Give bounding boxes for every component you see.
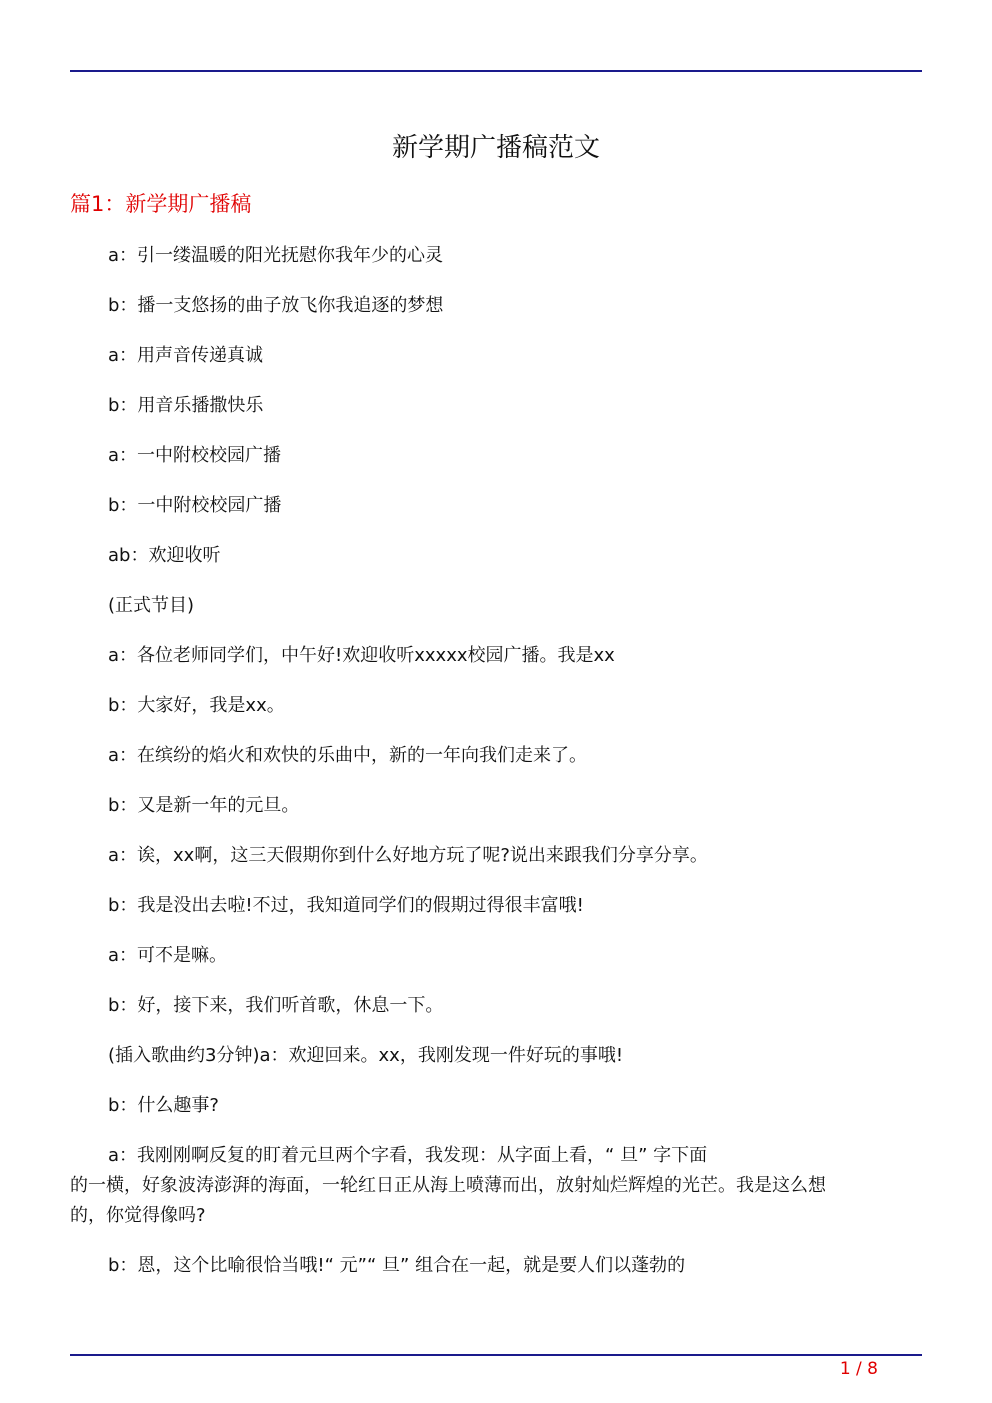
paragraph-line: a：我刚刚啊反复的盯着元旦两个字看，我发现：从字面上看，“ 旦” 字下面 [108,1145,708,1166]
script-line: b：大家好，我是xx。 [108,695,285,716]
script-line: a：诶，xx啊，这三天假期你到什么好地方玩了呢?说出来跟我们分享分享。 [108,845,708,866]
script-line: a：引一缕温暖的阳光抚慰你我年少的心灵 [108,245,444,266]
script-line: b：什么趣事? [108,1095,219,1116]
script-line: a：各位老师同学们，中午好!欢迎收听xxxxx校园广播。我是xx [108,645,615,666]
script-line: b：恩，这个比喻很恰当哦!“ 元”“ 旦” 组合在一起，就是要人们以蓬勃的 [108,1255,686,1276]
script-line: (正式节目) [108,595,195,616]
paragraph-line: 的，你觉得像吗? [70,1205,206,1226]
script-line: b：一中附校校园广播 [108,495,282,516]
script-line: a：一中附校校园广播 [108,445,282,466]
page-number: 1 / 8 [839,1359,878,1379]
script-line: b：又是新一年的元旦。 [108,795,300,816]
script-line: a：用声音传递真诚 [108,345,264,366]
script-line: b：好，接下来，我们听首歌，休息一下。 [108,995,444,1016]
script-line: ab：欢迎收听 [108,545,221,566]
long-paragraph [70,1141,922,1231]
script-line: b：播一支悠扬的曲子放飞你我追逐的梦想 [108,295,444,316]
paragraph-line: 的一横，好象波涛澎湃的海面，一轮红日正从海上喷薄而出，放射灿烂辉煌的光芒。我是这么想 [70,1175,826,1196]
script-line: b：用音乐播撒快乐 [108,395,264,416]
script-line: a：在缤纷的焰火和欢快的乐曲中，新的一年向我们走来了。 [108,745,588,766]
script-line: a：可不是嘛。 [108,945,228,966]
script-line: (插入歌曲约3分钟)a：欢迎回来。xx，我刚发现一件好玩的事哦! [108,1045,624,1066]
script-line: b：我是没出去啦!不过，我知道同学们的假期过得很丰富哦! [108,895,584,916]
header-rule [70,70,922,72]
footer-rule [70,1354,922,1356]
page-title: 新学期广播稿范文 [391,133,600,163]
section-heading: 篇1：新学期广播稿 [70,192,252,216]
